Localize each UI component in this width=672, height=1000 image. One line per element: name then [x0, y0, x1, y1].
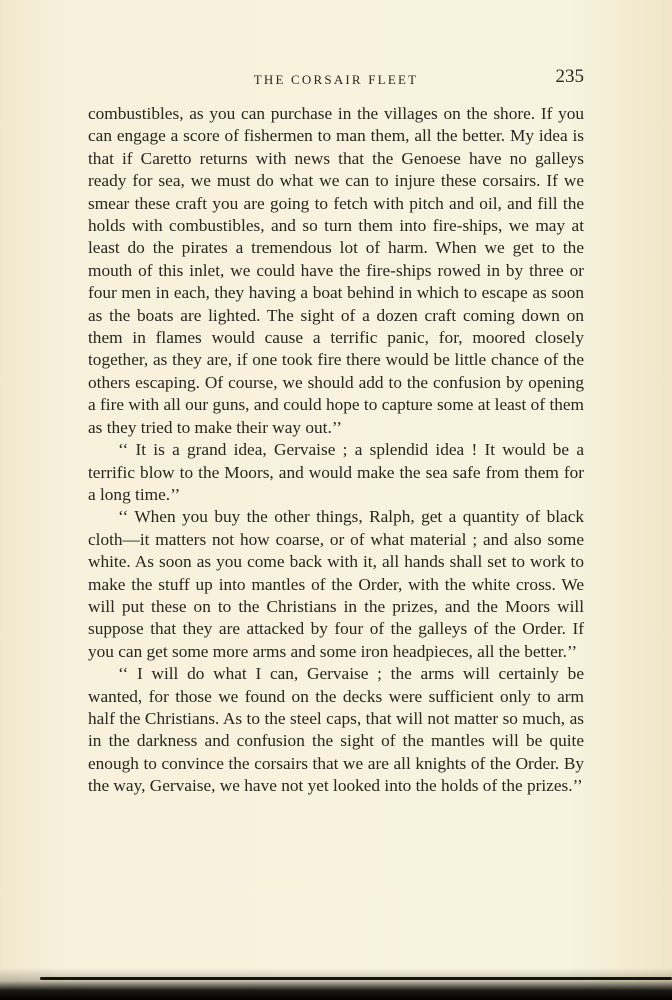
paragraph-2: ‘‘ It is a grand idea, Gervaise ; a splendid idea ! It would be a terrific blow to the Moors, and would make the sea safe from them for a long time.’’ — [88, 440, 584, 504]
paragraph-4: ‘‘ I will do what I can, Gervaise ; the arms will certainly be wanted, for those we found on the decks were sufficient only to arm half the Christians. As to the steel caps, that will not matter so much, as in the darkness and confusion the sight of the mantles will be quite enough to convince the corsairs that we are all knights of the Order. By the way, Gervaise, we have not yet looked into the holds of the prizes.’’ — [88, 664, 584, 796]
paragraph-3: ‘‘ When you buy the other things, Ralph, get a quantity of black cloth—it matters not how coarse, or of what material ; and also some white. As soon as you come back with it, all hands shall set to work to make the stuff up into mantles of the Order, with the white cross. We will put these on to the Christians in the prizes, and the Moors will suppose that they are attacked by four of the galleys of the Order. If you can get some more arms and some iron headpieces, all the better.’’ — [88, 507, 584, 661]
scan-bottom-shadow — [0, 968, 672, 1000]
page-number: 235 — [555, 66, 584, 87]
body-text — [88, 103, 584, 798]
running-title: THE CORSAIR FLEET — [253, 72, 419, 87]
running-head — [88, 66, 584, 90]
book-edge — [40, 977, 672, 980]
paragraph-1: combustibles, as you can purchase in the villages on the shore. If you can engage a score of fishermen to man them, all the better. My idea is that if Caretto returns with news that the Genoese have no galleys ready for sea, we must do what we can to injure these corsairs. If we smear these craft you are going to fetch with pitch and oil, and fill the holds with combustibles, and so turn them into fire-ships, we may at least do the pirates a tremendous lot of harm. When we get to the mouth of this inlet, we could have the fire-ships rowed in by three or four men in each, they having a boat behind in which to escape as soon as the boats are lighted. The sight of a dozen craft coming down on them in flames would cause a terrific panic, for, moored closely together, as they are, if one took fire there would be little chance of the others escaping. Of course, we should add to the confusion by opening a fire with all our guns, and could hope to capture some at least of them as they tried to make their way out.’’ — [88, 104, 584, 437]
